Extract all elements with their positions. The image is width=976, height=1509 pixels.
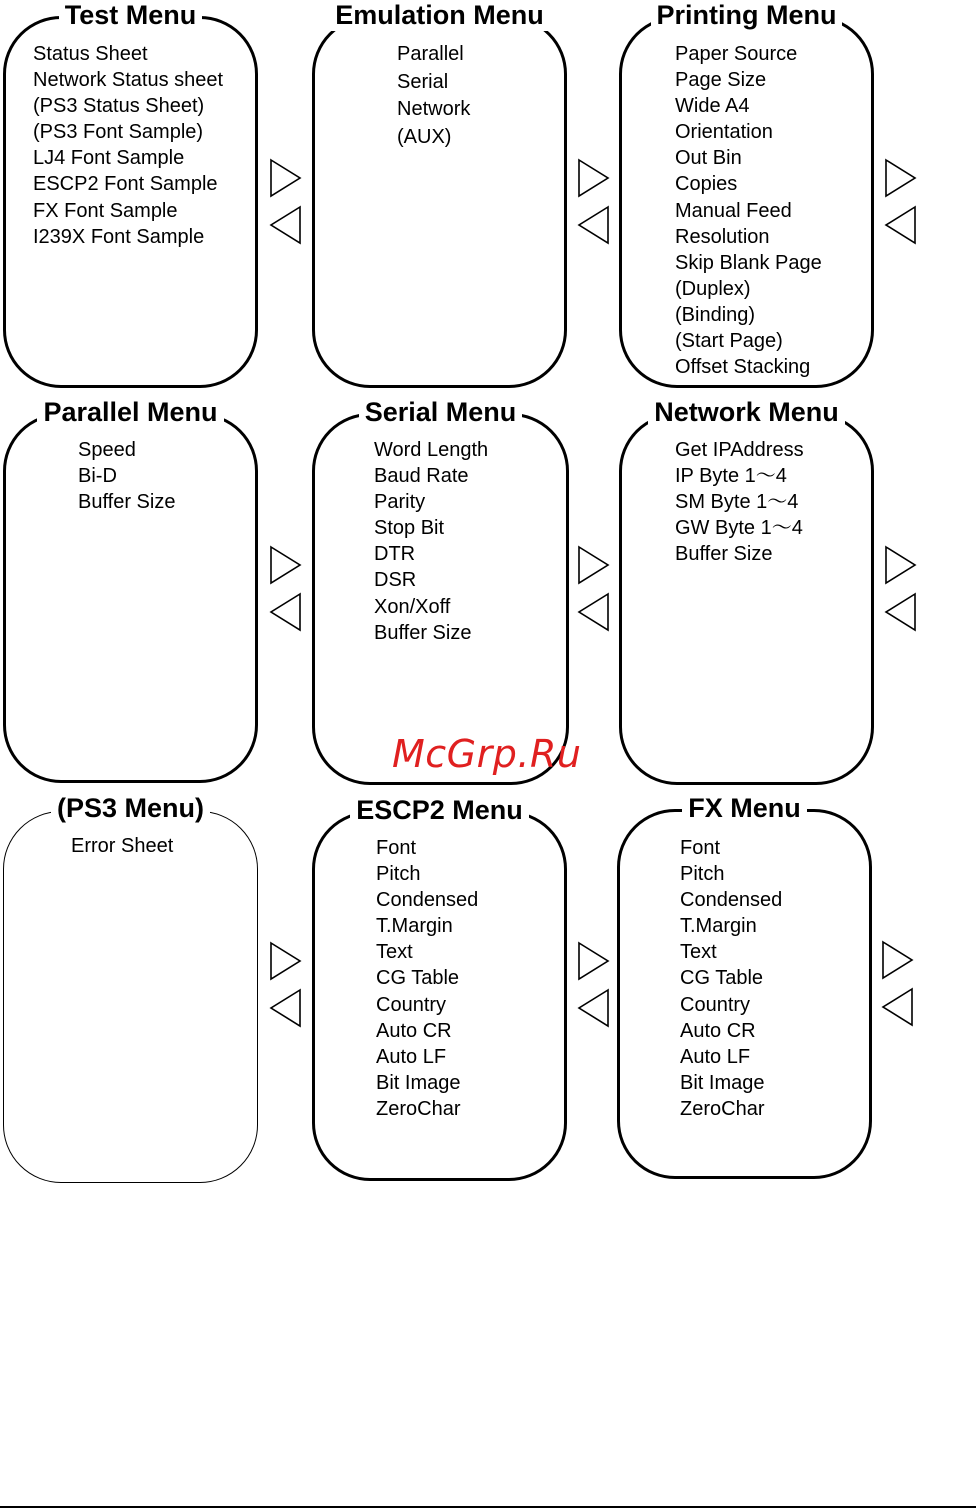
menu-title-ps3: (PS3 Menu) — [51, 792, 210, 824]
list-item: SM Byte 1～4 — [675, 491, 799, 514]
list-item: Stop Bit — [374, 517, 445, 540]
list-item: LJ4 Font Sample — [33, 147, 185, 170]
list-item: Get IPAddress — [675, 439, 804, 461]
list-item: Paper Source — [675, 43, 798, 65]
menu-box-parallel — [3, 397, 258, 783]
next-arrow-icon — [884, 545, 918, 585]
menu-title-emulation: Emulation Menu — [329, 0, 550, 31]
prev-arrow-icon — [269, 592, 303, 632]
list-item: Resolution — [675, 225, 770, 248]
list-item: (Binding) — [675, 303, 756, 326]
menu-box-fx — [617, 793, 872, 1179]
next-arrow-icon — [269, 941, 303, 981]
list-item: Buffer Size — [78, 491, 176, 514]
list-item: CG Table — [376, 967, 460, 990]
list-item: Font — [376, 837, 417, 859]
list-item: Wide A4 — [675, 95, 750, 118]
prev-arrow-icon — [577, 592, 611, 632]
prev-arrow-icon — [269, 205, 303, 245]
list-item: Text — [680, 941, 717, 964]
list-item: Skip Blank Page — [675, 251, 822, 274]
list-item: Orientation — [675, 121, 773, 144]
watermark-text: McGrp.Ru — [392, 732, 582, 776]
list-item: FX Font Sample — [33, 199, 178, 222]
list-item: CG Table — [680, 967, 764, 990]
list-item: Auto CR — [376, 1019, 452, 1042]
list-item: (Start Page) — [675, 330, 783, 353]
prev-arrow-icon — [881, 987, 915, 1027]
menu-title-fx: FX Menu — [682, 792, 807, 824]
list-item: Network — [397, 98, 471, 120]
menu-items-fx — [680, 835, 782, 1122]
list-item: Speed — [78, 439, 136, 461]
list-item: Buffer Size — [374, 621, 472, 644]
menu-title-test: Test Menu — [59, 0, 203, 31]
list-item: ZeroChar — [376, 1097, 461, 1120]
list-item: Condensed — [376, 889, 479, 912]
list-item: (PS3 Status Sheet) — [33, 95, 205, 118]
list-item: Text — [376, 941, 413, 964]
list-item: T.Margin — [376, 915, 453, 938]
next-arrow-icon — [269, 158, 303, 198]
list-item: Bit Image — [376, 1071, 461, 1094]
list-item: ESCP2 Font Sample — [33, 173, 218, 196]
next-arrow-icon — [884, 158, 918, 198]
list-item: Error Sheet — [71, 835, 174, 857]
list-item: IP Byte 1～4 — [675, 465, 787, 488]
menu-box-ps3 — [3, 793, 258, 1183]
list-item: DTR — [374, 543, 416, 566]
list-item: Bit Image — [680, 1071, 765, 1094]
menu-title-serial: Serial Menu — [359, 396, 523, 428]
list-item: GW Byte 1～4 — [675, 517, 803, 540]
list-item: Country — [680, 993, 751, 1016]
list-item: Page Size — [675, 69, 767, 92]
list-item: Bi-D — [78, 465, 117, 488]
menu-title-printing: Printing Menu — [651, 0, 843, 31]
list-item: Network Status sheet — [33, 69, 224, 92]
menu-items-escp2 — [376, 835, 478, 1122]
list-item: Status Sheet — [33, 43, 148, 65]
list-item: (PS3 Font Sample) — [33, 121, 204, 144]
menu-items-printing — [675, 41, 822, 380]
list-item: Font — [680, 837, 721, 859]
list-item: (Duplex) — [675, 277, 751, 300]
list-item: Auto CR — [680, 1019, 756, 1042]
list-item: Word Length — [374, 439, 489, 461]
menu-box-network — [619, 397, 874, 785]
menu-items-network — [675, 437, 804, 567]
menu-box-emulation — [312, 0, 567, 388]
menu-box-printing — [619, 0, 874, 388]
prev-arrow-icon — [577, 205, 611, 245]
menu-box-serial — [312, 397, 569, 785]
next-arrow-icon — [881, 940, 915, 980]
list-item: Manual Feed — [675, 199, 792, 222]
next-arrow-icon — [577, 545, 611, 585]
list-item: Auto LF — [376, 1045, 447, 1068]
menu-box-test — [3, 0, 258, 388]
list-item: Pitch — [680, 863, 725, 886]
list-item: Pitch — [376, 863, 421, 886]
list-item: I239X Font Sample — [33, 225, 205, 248]
list-item: DSR — [374, 569, 417, 592]
menu-box-escp2 — [312, 795, 567, 1181]
next-arrow-icon — [577, 158, 611, 198]
menu-items-parallel — [78, 437, 175, 515]
next-arrow-icon — [577, 941, 611, 981]
footer-rule — [0, 1506, 976, 1508]
list-item: Offset Stacking — [675, 356, 811, 379]
menu-items-test — [33, 41, 223, 250]
prev-arrow-icon — [884, 205, 918, 245]
list-item: ZeroChar — [680, 1097, 765, 1120]
list-item: Parallel — [397, 43, 464, 65]
menu-title-network: Network Menu — [648, 396, 845, 428]
list-item: T.Margin — [680, 915, 757, 938]
menu-items-emulation — [397, 41, 470, 151]
list-item: Buffer Size — [675, 543, 773, 566]
prev-arrow-icon — [884, 592, 918, 632]
list-item: Baud Rate — [374, 465, 469, 488]
next-arrow-icon — [269, 545, 303, 585]
menu-title-escp2: ESCP2 Menu — [350, 794, 529, 826]
menu-title-parallel: Parallel Menu — [37, 396, 223, 428]
list-item: Condensed — [680, 889, 783, 912]
menu-items-ps3 — [71, 833, 173, 859]
prev-arrow-icon — [269, 988, 303, 1028]
list-item: Xon/Xoff — [374, 595, 451, 618]
prev-arrow-icon — [577, 988, 611, 1028]
list-item: Auto LF — [680, 1045, 751, 1068]
list-item: Country — [376, 993, 447, 1016]
list-item: (AUX) — [397, 125, 452, 148]
list-item: Out Bin — [675, 147, 742, 170]
list-item: Serial — [397, 70, 449, 93]
list-item: Parity — [374, 491, 426, 514]
list-item: Copies — [675, 173, 738, 196]
menu-items-serial — [374, 437, 488, 646]
